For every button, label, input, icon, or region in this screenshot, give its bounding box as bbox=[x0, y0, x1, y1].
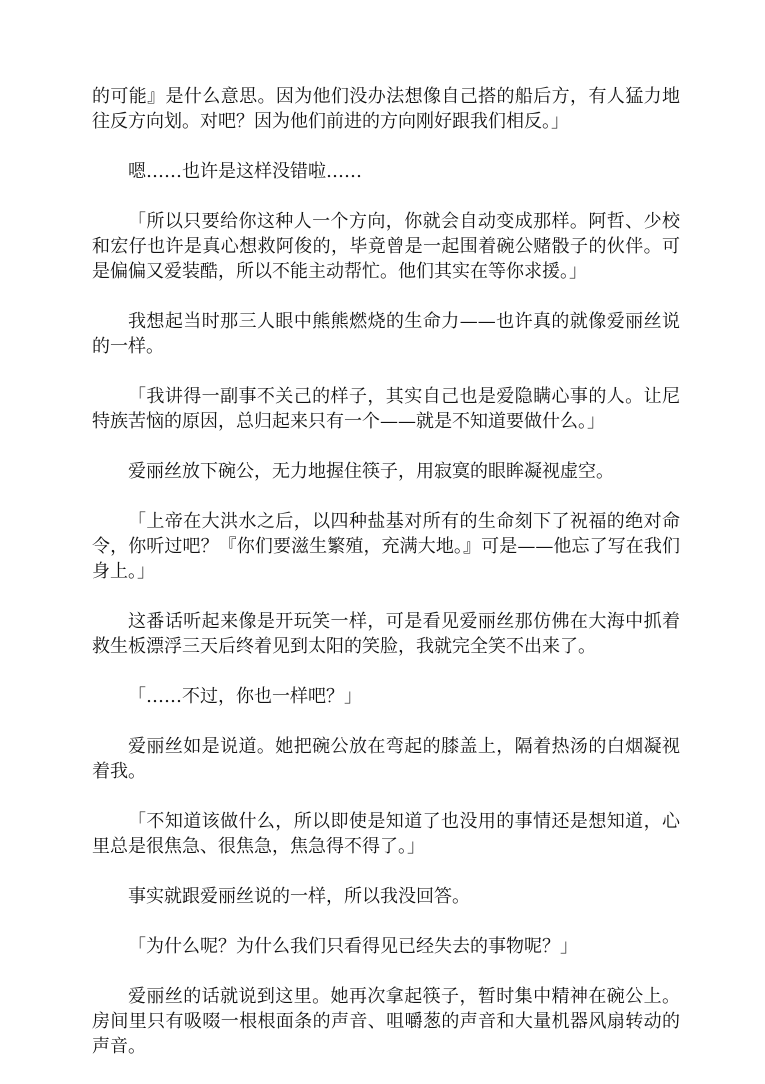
paragraph: 我想起当时那三人眼中熊熊燃烧的生命力——也许真的就像爱丽丝说的一样。 bbox=[92, 311, 680, 357]
paragraph: 「……不过，你也一样吧？」 bbox=[128, 686, 362, 707]
paragraph: 「我讲得一副事不关己的样子，其实自己也是爱隐瞒心事的人。让尼特族苦恼的原因，总归起来只有一个——就是不知道要做什么。」 bbox=[92, 386, 680, 432]
paragraph: 「所以只要给你这种人一个方向，你就会自动变成那样。阿哲、少校和宏仔也许是真心想救阿俊的，毕竟曾是一起围着碗公赌骰子的伙伴。可是偏偏又爱装酷，所以不能主动帮忙。他们其实在等你求援。」 bbox=[92, 211, 680, 282]
paragraph: 爱丽丝如是说道。她把碗公放在弯起的膝盖上，隔着热汤的白烟凝视着我。 bbox=[92, 736, 680, 782]
paragraph: 嗯……也许是这样没错啦…… bbox=[128, 161, 362, 182]
paragraph: 「上帝在大洪水之后，以四种盐基对所有的生命刻下了祝福的绝对命令，你听过吧？『你们要滋生繁殖，充满大地。』可是——他忘了写在我们身上。」 bbox=[92, 511, 680, 582]
paragraph: 「不知道该做什么，所以即使是知道了也没用的事情还是想知道，心里总是很焦急、很焦急，焦急得不得了。」 bbox=[92, 811, 680, 857]
paragraph: 事实就跟爱丽丝说的一样，所以我没回答。 bbox=[128, 886, 470, 907]
document-page bbox=[92, 84, 680, 1084]
paragraph: 的可能』是什么意思。因为他们没办法想像自己搭的船后方，有人猛力地往反方向划。对吧？因为他们前进的方向刚好跟我们相反。」 bbox=[92, 86, 680, 132]
paragraph: 「为什么呢？为什么我们只看得见已经失去的事物呢？」 bbox=[128, 936, 578, 957]
paragraph: 这番话听起来像是开玩笑一样，可是看见爱丽丝那仿佛在大海中抓着救生板漂浮三天后终着见到太阳的笑脸，我就完全笑不出来了。 bbox=[92, 611, 680, 657]
paragraph: 爱丽丝的话就说到这里。她再次拿起筷子，暂时集中精神在碗公上。房间里只有吸啜一根根面条的声音、咀嚼葱的声音和大量机器风扇转动的声音。 bbox=[92, 986, 680, 1057]
paragraph: 爱丽丝放下碗公，无力地握住筷子，用寂寞的眼眸凝视虚空。 bbox=[128, 461, 614, 482]
